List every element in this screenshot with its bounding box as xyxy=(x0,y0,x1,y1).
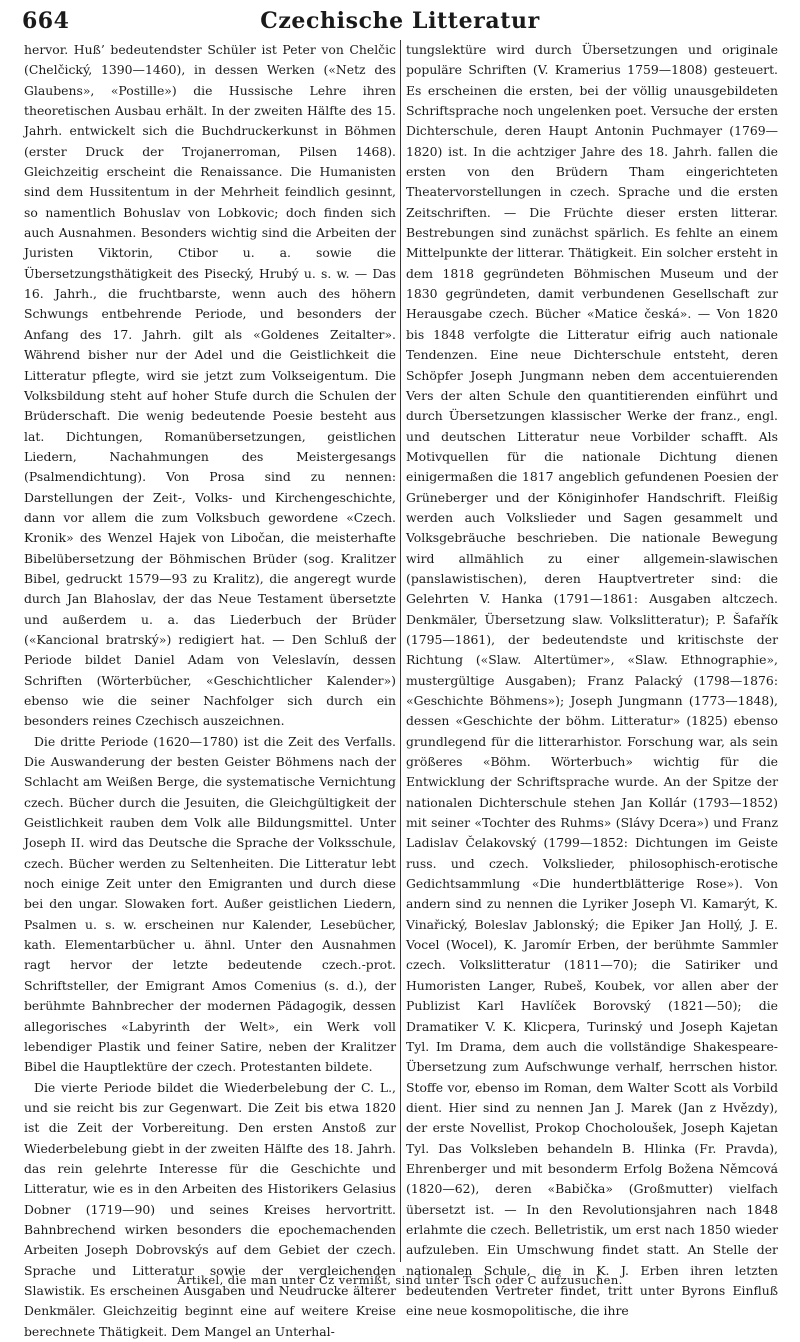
left-column xyxy=(24,40,396,1339)
page-header xyxy=(22,4,778,38)
left-paragraph-1: hervor. Huß’ bedeutendster Schüler ist Peter von Chelčic (Chelčický, 1390—1460), in dessen Werken («Netz des Glaubens», «Postille») die Hussische Lehre ihren theoretischen Ausbau erhält. In der zweiten Hälfte des 15. Jahrh. entwickelt sich die Buchdruckerkunst in Böhmen (erster Druck der Trojanerroman, Pilsen 1468). Gleichzeitig erscheint die Renaissance. Die Humanisten sind dem Hussitentum in der Mehrheit feindlich gesinnt, so namentlich Bohuslav von Lobkovic; doch finden sich auch Ausnahmen. Besonders wichtig sind die Arbeiten der Juristen Viktorin, Ctibor u. a. sowie die Übersetzungsthätigkeit des Pisecký, Hrubý u. s. w. — Das 16. Jahrh., die fruchtbarste, wenn auch des höhern Schwungs entbehrende Periode, und besonders der Anfang des 17. Jahrh. gilt als «Goldenes Zeitalter». Während bisher nur der Adel und die Geistlichkeit die Litteratur pflegte, wird sie jetzt zum Volkseigentum. Die Volksbildung steht auf hoher Stufe durch die Schulen der Brüderschaft. Die wenig bedeutende Poesie besteht aus lat. Dichtungen, Romanübersetzungen, geistlichen Liedern, Nachahmungen des Meistergesangs (Psalmendichtung). Von Prosa sind zu nennen: Darstellungen der Zeit-, Volks- und Kirchengeschichte, dann vor allem die zum Volksbuch gewordene «Czech. Kronik» des Wenzel Hajek von Libočan, die meisterhafte Bibelübersetzung der Böhmischen Brüder (sog. Kralitzer Bibel, gedruckt 1579—93 zu Kralitz), die angeregt wurde durch Jan Blahoslav, der das Neue Testament übersetzte und außerdem u. a. das Liederbuch der Brüder («Kancional bratrský») redigiert hat. — Den Schluß der Periode bildet Daniel Adam von Veleslavín, dessen Schriften (Wörterbücher, «Geschichtlicher Kalender») ebenso wie die seiner Nachfolger sich durch ein besonders reines Czechisch auszeichnen. xyxy=(24,42,396,729)
page-number: 664 xyxy=(22,8,70,34)
left-paragraph-2: Die dritte Periode (1620—1780) ist die Zeit des Verfalls. Die Auswanderung der besten Geister Böhmens nach der Schlacht am Weißen Berge, die systematische Vernichtung czech. Bücher durch die Jesuiten, die Gleichgültigkeit der Geistlichkeit rauben dem Volk alle Bildungsmittel. Unter Joseph II. wird das Deutsche die Sprache der Volksschule, czech. Bücher werden zu Seltenheiten. Die Litteratur lebt noch einige Zeit unter den Emigranten und durch diese bei den ungar. Slowaken fort. Außer geistlichen Liedern, Psalmen u. s. w. erscheinen nur Kalender, Lesebücher, kath. Elementarbücher u. ähnl. Unter den Ausnahmen ragt hervor der letzte bedeutende czech.-prot. Schriftsteller, der Emigrant Amos Comenius (s. d.), der berühmte Bahnbrecher der modernen Pädagogik, dessen allegorisches «Labyrinth der Welt», ein Werk voll lebendiger Plastik und feiner Satire, neben der Kralitzer Bibel die Hauptlektüre der czech. Protestanten bildete. xyxy=(24,733,396,1075)
column-divider xyxy=(400,40,401,1262)
footer-note: Artikel, die man unter Cz vermißt, sind unter Tsch oder C aufzusuchen. xyxy=(177,1273,623,1287)
running-title: Czechische Litteratur xyxy=(260,8,540,34)
right-paragraph-1: tungslektüre wird durch Übersetzungen und originale populäre Schriften (V. Kramerius 1759—1808) gesteuert. Es erscheinen die ersten, bei der völlig unausgebildeten Schriftsprache noch ungelenken poet. Versuche der ersten Dichterschule, deren Haupt Antonin Puchmayer (1769—1820) ist. In die achtziger Jahre des 18. Jahrh. fallen die ersten von den Brüdern Tham eingerichteten Theatervorstellungen in czech. Sprache und die ersten Zeitschriften. — Die Früchte dieser ersten litterar. Bestrebungen sind zunächst spärlich. Es fehlte an einem Mittelpunkte der litterar. Thätigkeit. Ein solcher ersteht in dem 1818 gegründeten Böhmischen Museum und der 1830 gegründeten, damit verbundenen Gesellschaft zur Herausgabe czech. Bücher «Matice česká». — Von 1820 bis 1848 verfolgte die Litteratur eifrig auch nationale Tendenzen. Eine neue Dichterschule entsteht, deren Schöpfer Joseph Jungmann neben dem accentuierenden Vers der alten Schule den quantitierenden einführt und durch Übersetzungen klassischer Werke der franz., engl. und deutschen Litteratur neue Vorbilder schafft. Als Motivquellen für die nationale Dichtung dienen einigermaßen die 1817 angeblich gefundenen Poesien der Grüneberger und der Königinhofer Handschrift. Fleißig werden auch Volkslieder und Sagen gesammelt und Volksgebräuche beschrieben. Die nationale Bewegung wird allmählich zu einer allgemein-slawischen (panslawistischen), deren Hauptvertreter sind: die Gelehrten V. Hanka (1791—1861: Ausgaben altczech. Denkmäler, Übersetzung slaw. Volkslitteratur); P. Šafařík (1795—1861), der bedeutendste und kritischste der Richtung («Slaw. Altertümer», «Slaw. Ethnographie», mustergültige Ausgaben); Franz Palacký (1798—1876: «Geschichte Böhmens»); Joseph Jungmann (1773—1848), dessen «Geschichte der böhm. Litteratur» (1825) ebenso grundlegend für die litterarhistor. Forschung war, als sein größeres «Böhm. Wörterbuch» wichtig für die Entwicklung der Schriftsprache wurde. An der Spitze der nationalen Dichterschule stehen Jan Kollár (1793—1852) mit seiner «Tochter des Ruhms» (Slávy Dcera») und Franz Ladislav Čelakovský (1799—1852: Dichtungen im Geiste russ. und czech. Volkslieder, philosophisch-erotische Gedichtsammlung «Die hundertblätterige Rose»). Von andern sind zu nennen die Lyriker Joseph Vl. Kamarýt, K. Vinařický, Boleslav Jablonský; die Epiker Jan Hollý, J. E. Vocel (Wocel), K. Jaromír Erben, der berühmte Sammler czech. Volkslitteratur (1811—70); die Satiriker und Humoristen Langer, Rubeš, Koubek, vor allen aber der Publizist Karl Havlíček Borovský (1821—50); die Dramatiker V. K. Klicpera, Turinský und Joseph Kajetan Tyl. Im Drama, dem auch die vollständige Shakespeare-Übersetzung zum Aufschwunge verhalf, herrschen histor. Stoffe vor, ebenso im Roman, dem Walter Scott als Vorbild dient. Hier sind zu nennen Jan J. Marek (Jan z Hvězdy), der erste Novellist, Prokop Chocholoušek, Joseph Kajetan Tyl. Das Volksleben behandeln B. Hlinka (Fr. Pravda), Ehrenberger und mit besonderm Erfolg Božena Němcová (1820—62), deren «Babička» (Großmutter) vielfach übersetzt ist. — In den Revolutionsjahren nach 1848 erlahmte die czech. Belletristik, um erst nach 1850 wieder aufzuleben. Ein Umschwung findet statt. An Stelle der nationalen Schule, die in K. J. Erben ihren letzten bedeutenden Vertreter findet, tritt unter Byrons Einfluß eine neue kosmopolitische, die ihre xyxy=(406,42,778,1319)
right-column xyxy=(406,40,778,1319)
left-paragraph-3: Die vierte Periode bildet die Wiederbelebung der C. L., und sie reicht bis zur Gegenwart. Die Zeit bis etwa 1820 ist die Zeit der Vorbereitung. Den ersten Anstoß zur Wiederbelebung giebt in der zweiten Hälfte des 18. Jahrh. das rein gelehrte Interesse für die Geschichte und Litteratur, wie es in den Arbeiten des Historikers Gelasius Dobner (1719—90) und seines Kreises hervortritt. Bahnbrechend wirken besonders die epochemachenden Arbeiten Joseph Dobrovskýs auf dem Gebiet der czech. Sprache und Litteratur sowie der vergleichenden Slawistik. Es erscheinen Ausgaben und Neudrucke älterer Denkmäler. Gleichzeitig beginnt eine auf weitere Kreise berechnete Thätigkeit. Dem Mangel an Unterhal- xyxy=(24,1079,396,1339)
